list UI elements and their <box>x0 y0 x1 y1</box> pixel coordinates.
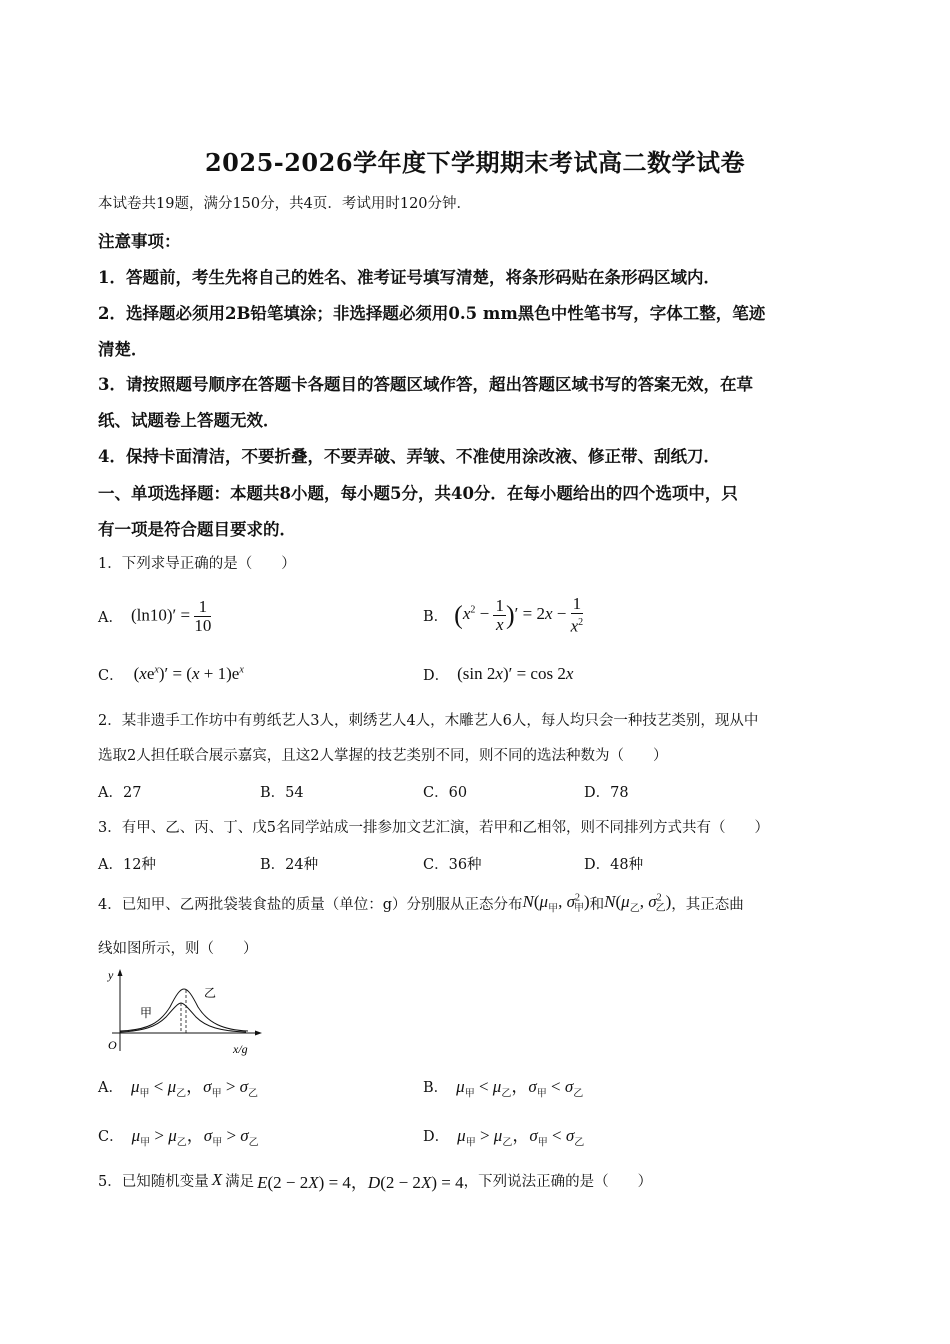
q3-option-a: A．12种 <box>98 857 156 873</box>
q1-option-a: A． (ln10)′ = $\frac{1}{10}$ <box>98 596 212 635</box>
q2-stem-cont: 选取2人担任联合展示嘉宾，且这2人掌握的技艺类别不同，则不同的选法种数为（ ） <box>98 748 668 764</box>
q1-option-d: D． (sin 2x)′ = cos 2x <box>423 664 574 684</box>
q1-option-c: C． $(xe^x)' = (x + 1)e^x$ <box>98 664 244 684</box>
notice-item-2: 2．选择题必须用2B铅笔填涂；非选择题必须用0.5 mm黑色中性笔书写，字体工整，笔迹 <box>98 304 766 323</box>
graph-origin-label: O <box>108 1038 117 1052</box>
q3-option-b: B．24种 <box>260 857 319 873</box>
notice-item-3: 3．请按照题号顺序在答题卡各题目的答题区域作答，超出答题区域书写的答案无效，在草 <box>98 375 753 394</box>
q4-d-formula: $\mu_甲 > \mu_乙$，$\sigma_甲 < \sigma_乙$ <box>457 1126 585 1149</box>
q1-c-formula: $(xe^x)' = (x + 1)e^x$ <box>133 664 244 683</box>
q2-stem: 2．某非遗手工作坊中有剪纸艺人3人，刺绣艺人4人，木雕艺人6人，每人均只会一种技艺类别，现从中 <box>98 713 759 729</box>
q1-d-formula: (sin 2x)′ = cos 2x <box>457 664 574 683</box>
q5-conditions: E(2 − 2X) = 4，D(2 − 2X) = 4 <box>257 1172 464 1192</box>
y-axis-arrow <box>118 969 123 976</box>
notice-item-1: 1．答题前，考生先将自己的姓名、准考证号填写清楚，将条形码贴在条形码区域内． <box>98 268 720 287</box>
section-1-heading: 一、单项选择题：本题共8小题，每小题5分，共40分．在每小题给出的四个选项中，只 <box>98 484 738 503</box>
q4-a-formula: $\mu_甲 < \mu_乙$，$\sigma_甲 > \sigma_乙$ <box>130 1077 259 1100</box>
q3-stem: 3．有甲、乙、丙、丁、戊5名同学站成一排参加文艺汇演，若甲和乙相邻，则不同排列方式共有（ ） <box>98 820 769 836</box>
exam-title: 2025-2026学年度下学期期末考试高二数学试卷 <box>204 148 746 177</box>
notice-heading: 注意事项： <box>98 232 181 251</box>
q1-stem: 1．下列求导正确的是（ ） <box>98 556 296 572</box>
q2-option-a: A．27 <box>98 785 142 801</box>
x-axis-arrow <box>255 1031 262 1036</box>
notice-item-3-cont: 纸、试题卷上答题无效． <box>98 411 280 430</box>
q3-option-c: C．36种 <box>423 857 482 873</box>
q4-stem: 4．已知甲、乙两批袋装食盐的质量（单位：g）分别服从正态分布 $N(\mu_甲$, $\sigma^2_甲$) 和 $N(\mu_乙$, $\sigma^2_乙$) ，其正态曲 <box>98 891 744 915</box>
q4-dist-yi: $N(\mu_乙$, $\sigma^2_乙$) <box>604 891 672 915</box>
notice-item-2-cont: 清楚． <box>98 340 148 359</box>
q4-stem-cont: 线如图所示，则（ ） <box>98 941 258 957</box>
q2-option-c: C．60 <box>423 785 468 801</box>
graph-jia-label: 甲 <box>140 1006 153 1020</box>
q4-dist-jia: $N(\mu_甲$, $\sigma^2_甲$) <box>522 891 590 915</box>
q1-a-formula: (ln10)′ = $\frac{1}{10}$ <box>130 596 212 635</box>
graph-yi-label: 乙 <box>204 986 217 1000</box>
graph-y-label: y <box>108 968 114 982</box>
q4-b-formula: $\mu_甲 < \mu_乙$，$\sigma_甲 < \sigma_乙$ <box>456 1077 584 1100</box>
exam-intro: 本试卷共19题，满分150分，共4页．考试用时120分钟． <box>98 196 472 212</box>
q2-option-d: D．78 <box>584 785 629 801</box>
q2-option-b: B．54 <box>260 785 304 801</box>
q4-c-formula: $\mu_甲 > \mu_乙$，$\sigma_甲 > \sigma_乙$ <box>131 1126 259 1149</box>
q4-option-b: B． $\mu_甲 < \mu_乙$，$\sigma_甲 < \sigma_乙$ <box>423 1072 583 1100</box>
section-1-heading-cont: 有一项是符合题目要求的． <box>98 520 296 539</box>
graph-x-label: x/g <box>233 1042 248 1056</box>
q3-option-d: D．48种 <box>584 857 644 873</box>
q4-option-d: D． $\mu_甲 > \mu_乙$，$\sigma_甲 < \sigma_乙$ <box>423 1121 584 1149</box>
notice-item-4: 4．保持卡面清洁，不要折叠，不要弄破、弄皱、不准使用涂改液、修正带、刮纸刀． <box>98 447 720 466</box>
q4-option-a: A． $\mu_甲 < \mu_乙$，$\sigma_甲 > \sigma_乙$ <box>98 1072 258 1100</box>
q1-option-b: B． ($x^2$ − $\frac{1}{x}$ )′ = 2x − $\frac{1}{x^2}$ <box>423 593 584 636</box>
q1-b-formula: ($x^2$ − $\frac{1}{x}$ )′ = 2x − $\frac{1}{x^2}$ <box>454 593 584 636</box>
normal-curve-graph <box>98 965 268 1058</box>
q5-stem: 5．已知随机变量 X 满足 E(2 − 2X) = 4，D(2 − 2X) = 4 ，下列说法正确的是（ ） <box>98 1166 652 1194</box>
q5-var-x: X <box>211 1170 223 1189</box>
q4-option-c: C． $\mu_甲 > \mu_乙$，$\sigma_甲 > \sigma_乙$ <box>98 1121 259 1149</box>
